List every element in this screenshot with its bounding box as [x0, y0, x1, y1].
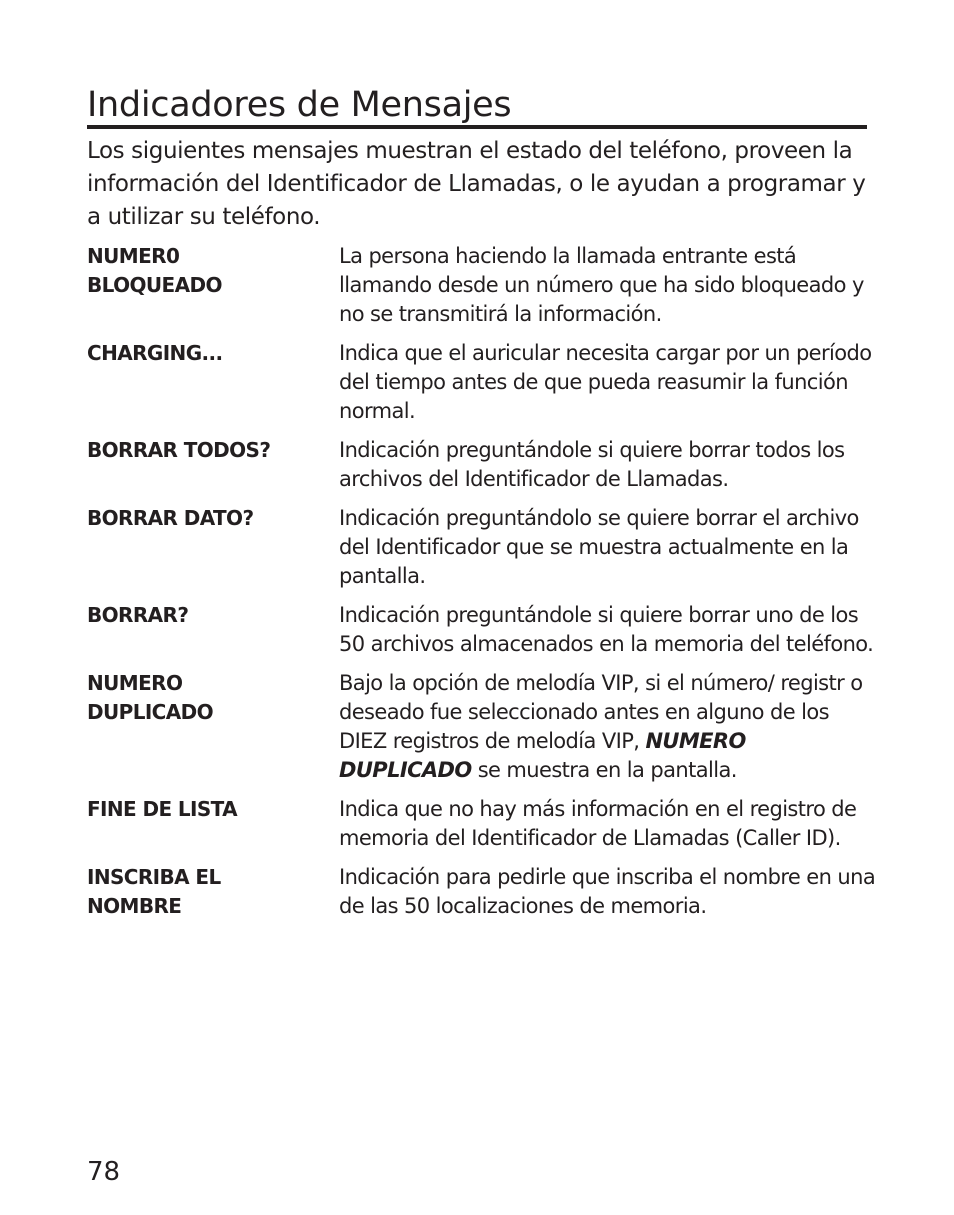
indicator-description: Indica que el auricular necesita cargar por un período del tiempo antes de que pueda reasumir la función normal. [339, 341, 872, 423]
indicator-description: Indicación preguntándole si quiere borrar uno de los 50 archivos almacenados en la memoria del teléfono. [339, 603, 874, 656]
list-item-charging [87, 339, 877, 426]
indicator-term: NUMERO DUPLICADO [87, 671, 214, 724]
list-item-borrar-dato [87, 504, 877, 591]
indicator-term: CHARGING... [87, 341, 223, 365]
list-item-borrar [87, 601, 877, 659]
list-item-numero-duplicado [87, 669, 877, 785]
indicator-term: INSCRIBA EL NOMBRE [87, 865, 221, 918]
title-underline [87, 125, 867, 129]
indicator-description [339, 669, 877, 785]
list-item-fine-de-lista [87, 795, 877, 853]
description-text-start: Bajo la opción de melodía VIP, si el número/ registr o deseado fue seleccionado antes en alguno de los DIEZ registros de melodía VIP, [339, 671, 863, 753]
indicator-term: BORRAR DATO? [87, 506, 254, 530]
description-emphasis: NUMERO DUPLICADO [339, 729, 746, 782]
list-item-numero-bloqueado [87, 242, 877, 329]
indicator-term: BORRAR? [87, 603, 189, 627]
indicator-description: Indicación preguntándolo se quiere borrar el archivo del Identificador que se muestra actualmente en la pantalla. [339, 506, 859, 588]
message-indicator-list [87, 242, 877, 931]
indicator-description: Indica que no hay más información en el registro de memoria del Identificador de Llamadas (Caller ID). [339, 797, 857, 850]
list-item-borrar-todos [87, 436, 877, 494]
indicator-description: Indicación preguntándole si quiere borrar todos los archivos del Identificador de Llamadas. [339, 438, 845, 491]
indicator-term: FINE DE LISTA [87, 797, 238, 821]
indicator-description: La persona haciendo la llamada entrante está llamando desde un número que ha sido bloqueado y no se transmitirá la información. [339, 244, 864, 326]
page-number: 78 [87, 1157, 121, 1187]
indicator-description: Indicación para pedirle que inscriba el nombre en una de las 50 localizaciones de memoria. [339, 865, 876, 918]
description-text-end: se muestra en la pantalla. [471, 758, 737, 782]
intro-paragraph: Los siguientes mensajes muestran el estado del teléfono, proveen la información del Identificador de Llamadas, o le ayudan a programar y a utilizar su teléfono. [87, 138, 866, 230]
page-title: Indicadores de Mensajes [87, 85, 512, 125]
list-item-inscriba-el-nombre [87, 863, 877, 921]
indicator-term: BORRAR TODOS? [87, 438, 271, 462]
indicator-term: NUMER0 BLOQUEADO [87, 244, 222, 297]
